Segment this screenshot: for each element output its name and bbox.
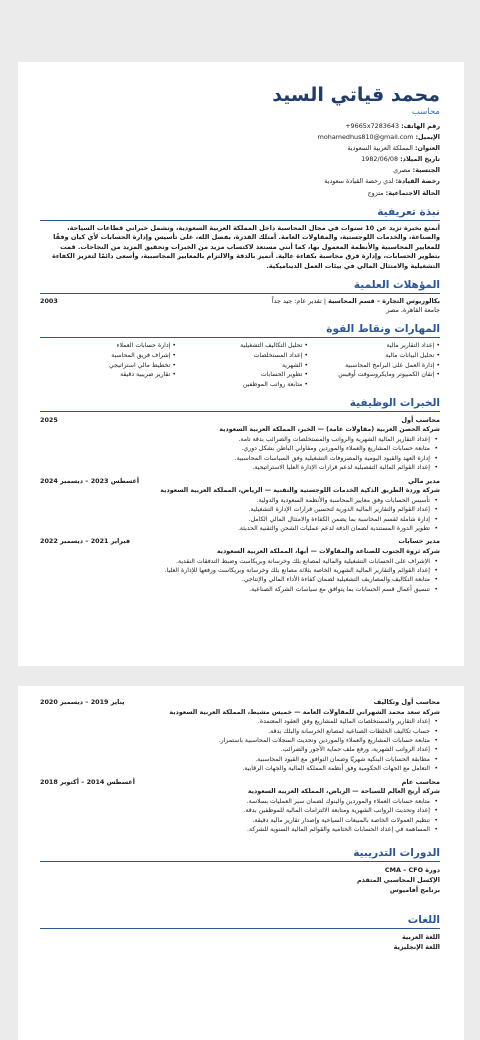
job-entry bbox=[40, 537, 440, 594]
skills-grid bbox=[40, 341, 440, 390]
info-phone: رقم الهاتف: +9665x7283643 bbox=[345, 122, 440, 130]
job-entry bbox=[40, 778, 440, 835]
job-duty: • التعامل مع الجهات الحكومية وفق أنظمة المملكة المالية والجهات الرقابية. bbox=[40, 764, 430, 773]
job-duties bbox=[40, 557, 440, 595]
job-entry bbox=[40, 477, 440, 534]
job-date: أغسطس 2014 – أكتوبر 2018 bbox=[40, 777, 135, 786]
skill-item: • تحليل التكاليف التشغيلية bbox=[176, 341, 308, 351]
info-license: رخصة القيادة: لدي رخصة القيادة سعودية bbox=[324, 177, 440, 186]
job-entry bbox=[40, 416, 440, 473]
skill-item: • تحليل البيانات مالية bbox=[308, 351, 440, 361]
skill-item: • متابعة رواتب الموظفين bbox=[176, 380, 308, 390]
job-duty: • متابعة التكاليف والمصاريف التشغيلية لضمان كفاءة الأداء المالي والإنتاجي. bbox=[40, 575, 430, 584]
skill-item: • إدارة العمل على البرامج المحاسبية bbox=[308, 361, 440, 371]
job-duty: • إعداد الرواتب الشهرية، ورفع ملف حماية الأجور والضرائب. bbox=[40, 745, 430, 754]
job-entry bbox=[40, 698, 440, 774]
job-duty: • إعداد القوائم المالية التفصيلية لدعم قرارات الإدارة العليا الاستراتيجية. bbox=[40, 463, 430, 472]
language-item: اللغة الإنجليزية bbox=[393, 943, 440, 952]
job-company: شركة سعد محمد الشهراني للمقاولات العامة — خميس مشيط، المملكة العربية السعودية bbox=[169, 708, 440, 716]
job-duty: • المساهمة في إعداد الحسابات الختامية والقوائم المالية السنوية للشركة. bbox=[40, 825, 430, 834]
skill-item: • تخطيط مالي استراتيجي bbox=[44, 361, 176, 371]
job-company: شركة أريج العالم للسياحة — الرياض، المملكة العربية السعودية bbox=[247, 788, 440, 796]
summary-text: أتمتع بخبرة تزيد عن 10 سنوات في مجال المحاسبة داخل المملكة العربية السعودية، وتشمل خبراتي قطاعات السياحة، والصناعة، والخدمات اللوجستية، والمقاولات العامة. أمتلك القدرة، بفضل الله، على تأسيس وإدارة الحسابات لأي كيان وفقًا للمعايير المحاسبية والأنظمة المعمول بها، كما أنني مستعد لاكتساب مزيد من الخبرات وتحقيق المزيد من النجاحات. قمت بتطوير الحسابات، وإدارة فرق محاسبة بكفاءة عالية. أتميز بالدقة والالتزام بالمعايير المحاسبية، وأسعى دائمًا لتعزيز الكفاءة التشغيلية والامتثال المالي في بيئات العمل الديناميكية. bbox=[52, 223, 440, 271]
skill-item: • تقارير ضريبية دقيقة bbox=[44, 370, 176, 380]
education-heading: المؤهلات العلمية bbox=[40, 278, 440, 294]
course-item: برنامج أفاميوس bbox=[389, 886, 440, 895]
job-date: فبراير 2021 – ديسمبر 2022 bbox=[40, 537, 131, 546]
job-title: محاسب عام bbox=[401, 777, 440, 786]
language-item: اللغة العربية bbox=[402, 933, 440, 942]
cv-page-1 bbox=[18, 62, 464, 666]
skills-heading: المهارات ونقاط القوة bbox=[40, 322, 440, 338]
courses-list bbox=[40, 865, 440, 895]
job-title: محاسب أول وتكاليف bbox=[373, 698, 440, 706]
skill-item: • إعداد التقارير مالية bbox=[308, 341, 440, 351]
job-title: مدير مالي bbox=[407, 476, 440, 485]
education-grade: | تقدير عام: جيد جداً bbox=[271, 296, 327, 305]
info-address: العنوان: المملكة العربية السعودية bbox=[347, 144, 440, 153]
experience-heading: الخبرات الوظيفية bbox=[40, 396, 440, 412]
job-duty: • إدارة شاملة لقسم المحاسبة بما يضمن الكفاءة والامتثال المالي الكامل. bbox=[40, 515, 430, 524]
job-company: شركة الحصن العربية (مقاولات عامة) — الخبر، المملكة العربية السعودية bbox=[219, 426, 440, 434]
skills-column bbox=[308, 341, 440, 390]
job-date: أغسطس 2023 – ديسمبر 2024 bbox=[40, 476, 140, 485]
job-duty: • إعداد التقارير المالية الشهرية والرواتب والمستخلصات والضرائب بدقة تامة. bbox=[40, 435, 430, 444]
job-date: يناير 2019 – ديسمبر 2020 bbox=[40, 698, 125, 706]
job-duty: • تطوير الدورة المستندية لضمان الدقة لدعم عمليات الشحن والتقنية الحديثة. bbox=[40, 524, 430, 533]
job-title: مدير حسابات bbox=[398, 537, 440, 546]
languages-heading: اللغات bbox=[40, 913, 440, 929]
info-email: الإيميل: mohamedhus810@gmail.com bbox=[317, 133, 440, 142]
job-duties bbox=[40, 496, 440, 534]
courses-heading: الدورات التدريبية bbox=[40, 846, 440, 862]
skill-item: • تطوير الحسابات bbox=[176, 370, 308, 380]
job-duty: • إعداد القوائم والتقارير المالية الدورية لتحسين قرارات الإدارة التشغيلية. bbox=[40, 505, 430, 514]
course-item: دورة CMA – CFO bbox=[384, 866, 440, 875]
job-duties bbox=[40, 435, 440, 473]
skill-item: • الشهرية bbox=[176, 361, 308, 371]
info-nationality: الجنسية: مصري bbox=[393, 166, 440, 175]
skills-column bbox=[44, 341, 176, 390]
education-degree: بكالوريوس التجارة – قسم المحاسبة bbox=[328, 296, 440, 305]
info-birthdate: تاريخ الميلاد: 1982/06/08 bbox=[361, 155, 440, 164]
job-duty: • متابعة حسابات العملاء والموردين والبنوك لضمان سير العمليات بسلاسة. bbox=[40, 797, 430, 806]
job-duty: • متابعة حسابات المشاريع والعملاء والموردين ومقاولي الباطن بشكل دوري. bbox=[40, 444, 430, 453]
languages-list bbox=[40, 932, 440, 952]
education-year: 2003 bbox=[40, 296, 58, 305]
info-marital: الحالة الاجتماعية: متزوج bbox=[367, 188, 440, 197]
skill-item: • إدارة حسابات العملاء bbox=[44, 341, 176, 351]
summary-heading: نبذة تعريفية bbox=[40, 205, 440, 221]
job-duty: • إدارة العهد والقيود اليومية والمصروفات التشغيلية وفق السياسات المحاسبية. bbox=[40, 454, 430, 463]
skills-column bbox=[176, 341, 308, 390]
candidate-name: محمد قياتي السيد bbox=[272, 84, 440, 106]
job-title: محاسب أول bbox=[401, 415, 440, 424]
job-duty: • تنسيق أعمال قسم الحسابات بما يتوافق مع سياسات الشركة الصناعية. bbox=[40, 585, 430, 594]
education-row bbox=[40, 297, 440, 307]
job-duties bbox=[40, 717, 440, 773]
job-company: شركة ثروة الجنوب للصناعة والمقاولات — أبها، المملكة العربية السعودية bbox=[216, 547, 440, 555]
job-duty: • الإشراف على الحسابات التشغيلية والمالية لمصانع بلك وخرسانة وبريكاست وضبط التدفقات النقدية. bbox=[40, 557, 430, 566]
contact-info bbox=[40, 121, 440, 199]
skill-item: • إتقان الكمبيوتر ومايكروسوفت أوفيس bbox=[308, 370, 440, 380]
education-school: جامعة القاهرة، مصر bbox=[386, 306, 440, 315]
skill-item: • إشراف فريق المحاسبة bbox=[44, 351, 176, 361]
job-company: شركة وردة الطريق الذكية الخدمات اللوجستية والتقنية — الرياض، المملكة العربية السعودية bbox=[160, 487, 440, 495]
candidate-job-title: محاسب bbox=[411, 107, 440, 117]
job-duty: • متابعة حسابات المشاريع والعملاء والموردين وتحديث السجلات المحاسبية باستمرار. bbox=[40, 736, 430, 745]
job-duty: • إعداد القوائم والتقارير المالية الشهرية الخاصة بثلاثة مصانع بلك وخرسانة وبريكاست ورفعها للإدارة العليا. bbox=[40, 566, 430, 575]
job-duty: • تنظيم العمولات الخاصة بالمبيعات السياحية وإصدار تقارير مالية دقيقة. bbox=[40, 816, 430, 825]
job-duty: • إعداد وتحديث الرواتب الشهرية ومتابعة الالتزامات المالية للموظفين بدقة. bbox=[40, 806, 430, 815]
course-item: الإكسل المحاسبي المتقدم bbox=[356, 876, 440, 885]
job-duties bbox=[40, 797, 440, 835]
skill-item: • إعداد المستخلصات bbox=[176, 351, 308, 361]
job-date: 2025 bbox=[40, 415, 58, 424]
cv-page-2 bbox=[18, 686, 464, 1040]
job-duty: • حساب تكاليف الخلطات الصناعية لمصانع الخرسانة والبلك بدقة. bbox=[40, 727, 430, 736]
job-duty: • مطابقة الحسابات البنكية شهريًا وضمان التوافق مع القيود المحاسبية. bbox=[40, 755, 430, 764]
job-duty: • تأسيس الحسابات وفق معايير المحاسبة والأنظمة السعودية والدولية. bbox=[40, 496, 430, 505]
job-duty: • إعداد التقارير والمستخلصات المالية للمشاريع وفق العقود المعتمدة. bbox=[40, 717, 430, 726]
